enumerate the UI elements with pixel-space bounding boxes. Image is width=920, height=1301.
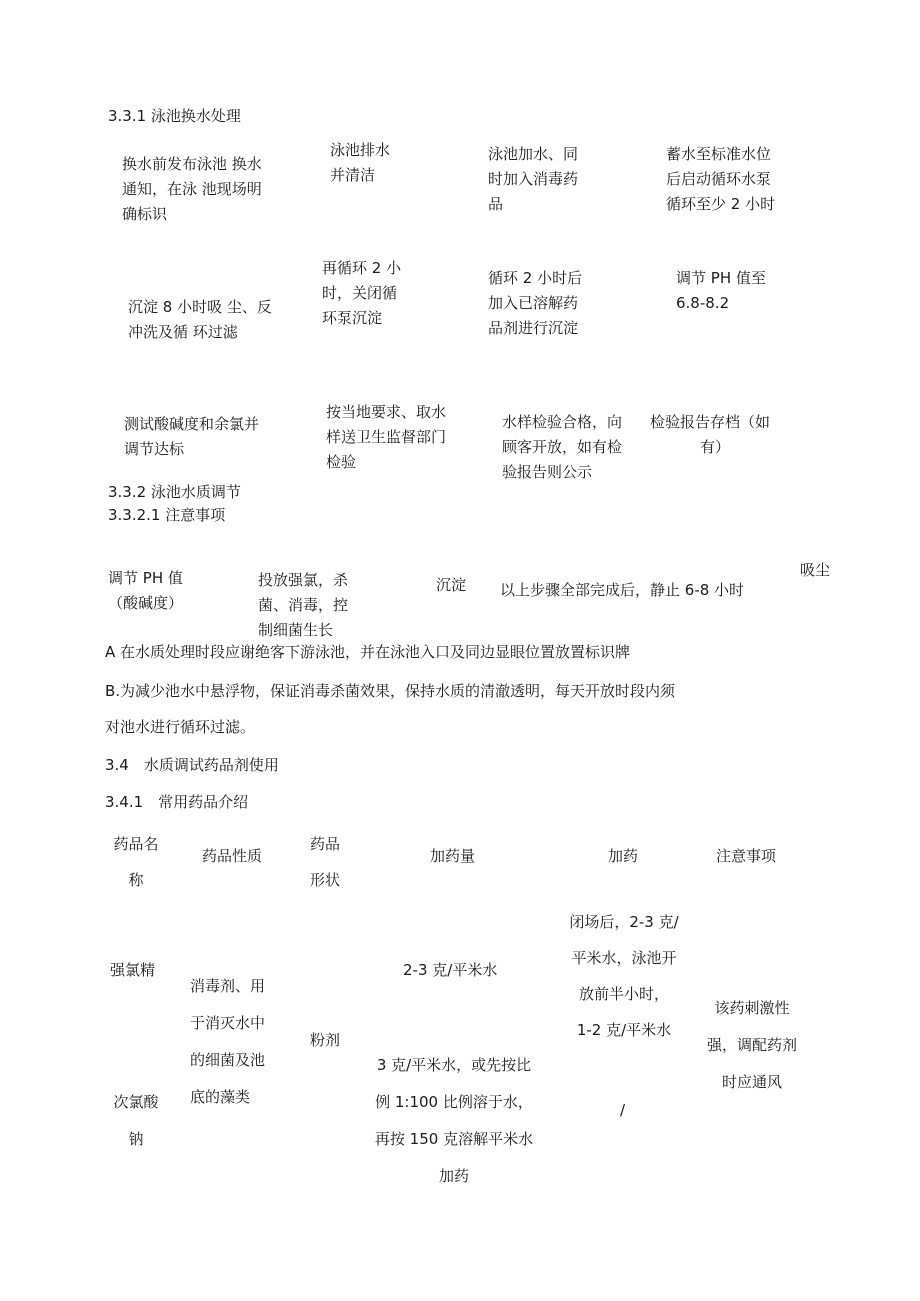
header-line: 形状 — [310, 871, 341, 889]
section-331-title: 3.3.1 泳池换水处理 — [108, 107, 241, 125]
flow-step-archive — [650, 410, 790, 460]
header-method: 加药 — [608, 847, 639, 865]
header-shape — [310, 826, 340, 898]
flow-line: 换水前发布泳池 换水 — [122, 155, 262, 173]
flow-line: 调节 PH 值至 — [676, 269, 766, 287]
flow-line: 顾客开放，如有检 — [502, 438, 623, 456]
flow-line: 通知，在泳 池现场明 — [122, 180, 262, 198]
adjust-step-settle: 沉淀 — [436, 576, 467, 594]
header-property: 药品性质 — [202, 847, 263, 865]
flow-step-vacuum — [128, 295, 272, 345]
flow-line: 后启动循环水泵 — [666, 170, 772, 188]
adjust-step-chlorine — [258, 568, 348, 643]
dosage-line: 例 1:100 比例溶于水， — [375, 1093, 533, 1111]
header-line: 药品名 — [113, 835, 159, 853]
row1-method — [560, 904, 688, 1048]
method-line: 平米水，泳池开 — [571, 949, 677, 967]
flow-line: 投放强氯，杀 — [258, 571, 349, 589]
row1-dosage: 2-3 克/平米水 — [403, 961, 498, 979]
method-line: 1-2 克/平米水 — [576, 1021, 672, 1039]
flow-step-sample — [326, 400, 446, 475]
flow-line: 有） — [700, 438, 731, 456]
property-line: 底的藻类 — [190, 1088, 251, 1106]
flow-line: 验报告则公示 — [502, 463, 593, 481]
section-34-title: 3.4 水质调试药品剂使用 — [105, 756, 279, 774]
flow-line: 调节 PH 值 — [108, 569, 183, 587]
name-line: 钠 — [128, 1130, 144, 1148]
adjust-step-rest: 以上步骤全部完成后，静止 6-8 小时 — [500, 581, 745, 599]
flow-step-circulate — [666, 142, 775, 217]
flow-line: 循环 2 小时后 — [488, 269, 583, 287]
flow-line: 并清洁 — [330, 166, 376, 184]
dosage-line: 加药 — [438, 1167, 469, 1185]
flow-step-adjust-ph — [676, 266, 766, 316]
flow-line: 时加入消毒药 — [488, 170, 579, 188]
adjust-step-ph — [108, 566, 183, 616]
header-dosage: 加药量 — [430, 847, 476, 865]
note-a: A 在水质处理时段应谢绝客下游泳池，并在泳池入口及同边显眼位置放置标识牌 — [105, 643, 631, 661]
flow-line: 泳池排水 — [330, 141, 391, 159]
property-line: 的细菌及池 — [190, 1051, 266, 1069]
flow-line: 调节达标 — [124, 440, 185, 458]
method-line: 闭场后，2-3 克/ — [569, 913, 679, 931]
flow-line: 品 — [488, 195, 504, 213]
flow-line: 测试酸碱度和余氯并 — [124, 415, 260, 433]
flow-step-drain — [330, 138, 390, 188]
flow-line: 制细菌生长 — [258, 621, 334, 639]
notes-line: 强，调配药剂 — [706, 1036, 797, 1054]
row1-name: 强氯精 — [110, 961, 156, 979]
note-b-line2: 对池水进行循环过滤。 — [105, 718, 256, 736]
flow-line: 确标识 — [122, 205, 168, 223]
flow-line: 蓄水至标准水位 — [666, 145, 772, 163]
header-notes: 注意事项 — [716, 847, 777, 865]
flow-line: 加入已溶解药 — [488, 294, 579, 312]
shared-property — [190, 968, 265, 1116]
flow-line: 时，关闭循 — [322, 284, 398, 302]
shared-shape: 粉剂 — [310, 1031, 341, 1049]
flow-line: 冲洗及循 环过滤 — [128, 323, 238, 341]
flow-line: 检验报告存档（如 — [650, 413, 771, 431]
flow-line: 品剂进行沉淀 — [488, 319, 579, 337]
adjust-step-vacuum: 吸尘 — [800, 561, 831, 579]
flow-line: 样送卫生监督部门 — [326, 428, 447, 446]
flow-step-open — [502, 410, 622, 485]
flow-line: 按当地要求、取水 — [326, 403, 447, 421]
flow-step-notify — [122, 152, 262, 227]
flow-step-test — [124, 412, 259, 462]
property-line: 于消灭水中 — [190, 1014, 266, 1032]
flow-line: 水样检验合格，向 — [502, 413, 623, 431]
flow-line: 沉淀 8 小时吸 尘、反 — [128, 298, 272, 316]
flow-step-add-chemical — [488, 266, 582, 341]
flow-line: 泳池加水、同 — [488, 145, 579, 163]
flow-line: 菌、消毒，控 — [258, 596, 349, 614]
notes-line: 该药刺激性 — [714, 999, 790, 1017]
name-line: 次氯酸 — [113, 1093, 159, 1111]
section-332-title: 3.3.2 泳池水质调节 — [108, 483, 241, 501]
flow-line: 环泵沉淀 — [322, 309, 383, 327]
dosage-line: 3 克/平米水，或先按比 — [376, 1056, 532, 1074]
shared-notes — [700, 990, 804, 1101]
note-b-line1: B.为减少池水中悬浮物，保证消毒杀菌效果，保持水质的清澈透明，每天开放时段内须 — [105, 682, 676, 700]
flow-step-refill — [488, 142, 578, 217]
flow-line: 循环至少 2 小时 — [666, 195, 776, 213]
flow-line: （酸碱度） — [108, 594, 184, 612]
dosage-line: 再按 150 克溶解平米水 — [374, 1130, 534, 1148]
flow-line: 检验 — [326, 453, 357, 471]
header-name — [108, 826, 164, 898]
row2-method: / — [620, 1101, 626, 1119]
flow-step-recirculate — [322, 256, 401, 331]
method-line: 放前半小时， — [578, 985, 669, 1003]
header-line: 药品 — [310, 835, 341, 853]
flow-line: 6.8-8.2 — [676, 294, 730, 312]
property-line: 消毒剂、用 — [190, 977, 266, 995]
section-3321-title: 3.3.2.1 注意事项 — [108, 506, 226, 524]
header-line: 称 — [128, 871, 144, 889]
notes-line: 时应通风 — [721, 1073, 782, 1091]
row2-name — [108, 1084, 164, 1158]
section-341-title: 3.4.1 常用药品介绍 — [105, 793, 249, 811]
row2-dosage — [362, 1047, 546, 1195]
flow-line: 再循环 2 小 — [322, 259, 402, 277]
